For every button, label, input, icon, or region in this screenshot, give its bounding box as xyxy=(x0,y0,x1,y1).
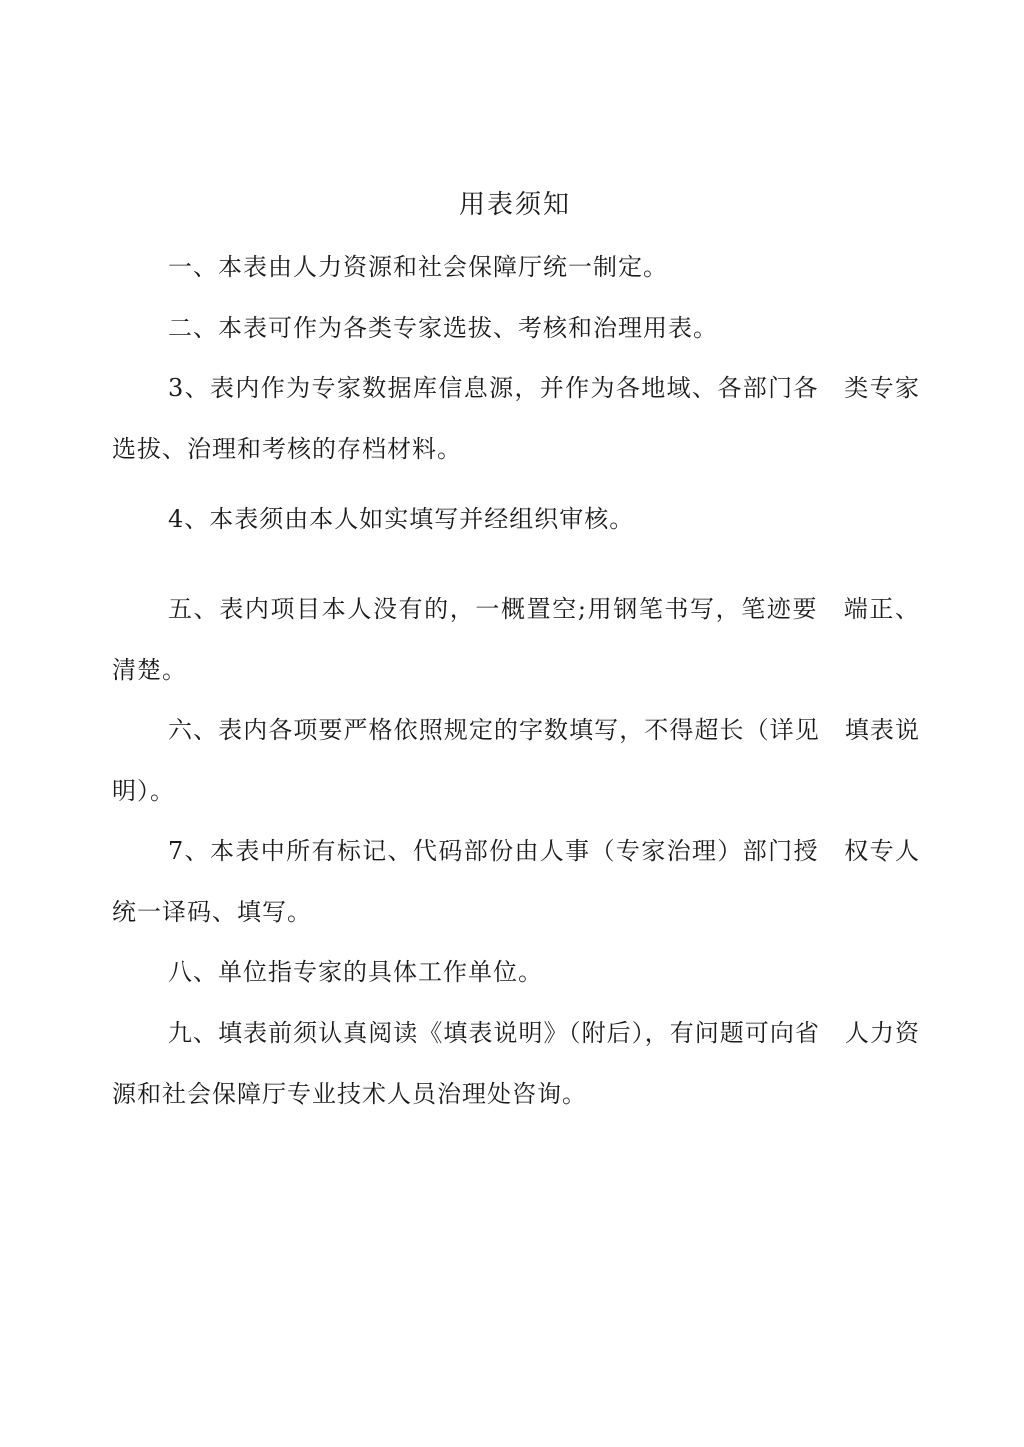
page-title: 用表须知 xyxy=(458,190,571,220)
notice-item-6: 六、表内各项要严格依照规定的字数填写，不得超长（详见 填表说明）。 xyxy=(112,716,920,805)
notice-item-5: 五、表内项目本人没有的，一概置空;用钢笔书写，笔迹要 端正、清楚。 xyxy=(112,595,920,684)
notice-item-1: 一、本表由人力资源和社会保障厅统一制定。 xyxy=(168,253,668,281)
notice-item-3: 3、表内作为专家数据库信息源，并作为各地域、各部门各 类专家选拔、治理和考核的存档材料。 xyxy=(112,374,920,463)
notice-item-9: 九、填表前须认真阅读《填表说明》（附后），有问题可向省 人力资源和社会保障厅专业技术人员治理处咨询。 xyxy=(112,1019,920,1108)
notice-item-2: 二、本表可作为各类专家选拔、考核和治理用表。 xyxy=(168,314,718,342)
notice-item-4: 4、本表须由本人如实填写并经组织审核。 xyxy=(168,505,635,533)
notice-item-8: 八、单位指专家的具体工作单位。 xyxy=(168,958,543,986)
notice-item-7: 7、本表中所有标记、代码部份由人事（专家治理）部门授 权专人统一译码、填写。 xyxy=(112,837,920,926)
